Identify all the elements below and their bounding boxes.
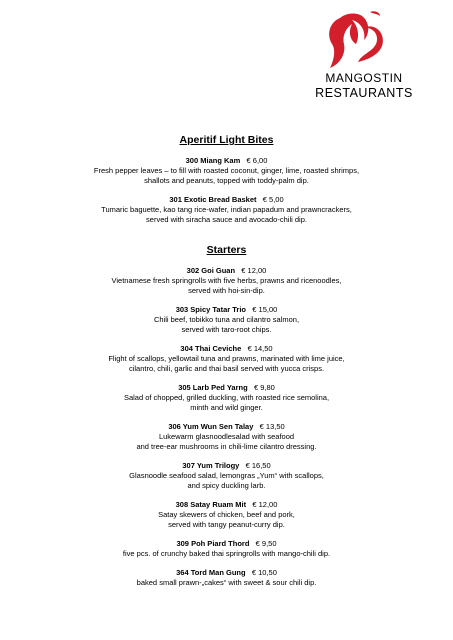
menu-item-name: Tord Man Gung [190,568,246,577]
menu-item-name: Yum Wun Sen Talay [182,422,254,431]
logo-line-2: RESTAURANTS [315,86,413,100]
menu-item [0,305,453,335]
section-title: Starters [206,244,247,256]
menu-item-name: Satay Ruam Mit [190,500,247,509]
section-spacer [0,225,453,244]
dish-spacer [0,186,453,195]
menu-item-price: € 10,50 [251,568,277,577]
menu-item-header [0,266,453,276]
menu-item-number: 304 [180,344,193,353]
menu-item-title [186,156,241,165]
menu-item-name: Thai Ceviche [195,344,242,353]
menu-item-title [180,344,241,353]
dish-spacer [0,296,453,305]
menu-item-name: Goi Guan [201,266,236,275]
menu-item-price: € 12,00 [252,500,278,509]
menu-item-title [187,266,235,275]
dish-spacer [0,530,453,539]
menu-item-header [0,461,453,471]
title-spacer [0,147,453,156]
menu-item-description: Vietnamese fresh springrolls with five herbs, prawns and ricenoodles, [111,276,342,285]
menu-item-description: and spicy duckling larb. [187,481,266,490]
logo-line-1: MANGOSTIN [325,71,403,85]
menu-item-name: Spicy Tatar Trio [190,305,247,314]
menu-item-price: € 5,00 [262,195,284,204]
menu-item-description: shallots and peanuts, topped with toddy-palm dip. [144,176,309,185]
menu-item-header [0,305,453,315]
menu-item-description: served with tangy peanut-curry dip. [168,520,285,529]
menu-item [0,156,453,186]
menu-item-description: served with hoi-sin-dip. [188,286,265,295]
menu-item-number: 306 [168,422,181,431]
menu-item-description: five pcs. of crunchy baked thai springrolls with mango-chili dip. [122,549,331,558]
menu-item-title [168,422,253,431]
logo-wordmark [314,71,414,101]
menu-item-header [0,422,453,432]
menu-item-description: baked small prawn-„cakes“ with sweet & sour chili dip. [136,578,317,587]
menu-item-name: Exotic Bread Basket [183,195,257,204]
menu-item-description: served with siracha sauce and avocado-chili dip. [146,215,307,224]
menu-item-price: € 6,00 [246,156,268,165]
menu-item [0,422,453,452]
menu-item-header [0,156,453,166]
menu-item-title [169,195,256,204]
menu-item-number: 303 [175,305,189,314]
menu-item-number: 308 [175,500,189,509]
dish-spacer [0,491,453,500]
menu-item-price: € 13,50 [259,422,285,431]
menu-item-description: Fresh pepper leaves – to fill with roasted coconut, ginger, lime, roasted shrimps, [93,166,360,175]
menu-item-description: Lukewarm glasnoodlesalad with seafood [158,432,295,441]
menu-item-number: 302 [186,266,200,275]
menu-item-name: Larb Ped Yarng [192,383,248,392]
menu-item-price: € 9,80 [253,383,275,392]
menu-item-description: cilantro, chili, garlic and thai basil served with yucca crisps. [128,364,325,373]
menu-item-price: € 12,00 [241,266,267,275]
restaurant-logo [300,8,418,128]
menu-item-description: Tumaric baguette, kao tang rice-wafer, indian papadum and prawncrackers, [101,205,352,214]
menu-item-number: 364 [176,568,189,577]
menu-item-description: Flight of scallops, yellowtail tuna and prawns, marinated with lime juice, [108,354,345,363]
title-spacer [0,257,453,266]
menu-item-title [176,539,249,548]
menu-item-price: € 16,50 [245,461,271,470]
menu-item [0,568,453,588]
section-title: Aperitif Light Bites [179,134,274,146]
menu-item-name: Poh Piard Thord [191,539,250,548]
menu-item-header [0,539,453,549]
menu-item-number: 309 [176,539,189,548]
menu-item-title [182,461,239,470]
menu-item-number: 305 [178,383,191,392]
menu-item-number: 300 [185,156,199,165]
dish-spacer [0,559,453,568]
menu-item-name: Yum Trilogy [196,461,240,470]
menu-item-number: 301 [169,195,182,204]
mangostin-emblem-icon [300,8,418,78]
menu-item-description: Glasnoodle seafood salad, lemongras „Yum“ with scallops, [129,471,324,480]
dish-spacer [0,452,453,461]
dish-spacer [0,374,453,383]
menu-item [0,344,453,374]
menu-item-price: € 15,00 [252,305,278,314]
menu-item-description: Salad of chopped, grilled duckling, with roasted rice semolina, [123,393,330,402]
menu-item-description: served with taro-root chips. [181,325,272,334]
menu-item-description: Satay skewers of chicken, beef and pork, [158,510,295,519]
menu-item [0,195,453,225]
menu-item-title [176,568,245,577]
menu-item-header [0,195,453,205]
menu-item-price: € 9,50 [255,539,277,548]
menu-item-header [0,568,453,578]
dish-spacer [0,413,453,422]
menu-item-header [0,500,453,510]
logo-accent-shape [370,11,380,16]
menu-item-title [176,305,246,314]
menu-content [0,134,453,588]
menu-item [0,461,453,491]
menu-item-name: Miang Kam [200,156,241,165]
menu-item-title [176,500,246,509]
menu-item-header [0,383,453,393]
menu-item-description: and tree-ear mushrooms in chili-lime cilantro dressing. [136,442,317,451]
menu-item-header [0,344,453,354]
dish-spacer [0,335,453,344]
menu-item-description: Chili beef, tobikko tuna and cilantro salmon, [153,315,300,324]
menu-item [0,500,453,530]
menu-item-number: 307 [182,461,195,470]
menu-item [0,539,453,559]
menu-item [0,266,453,296]
menu-item-price: € 14,50 [247,344,273,353]
logo-swirl-shape-2 [358,26,383,62]
menu-item [0,383,453,413]
menu-item-description: minth and wild ginger. [190,403,263,412]
menu-item-title [178,383,248,392]
